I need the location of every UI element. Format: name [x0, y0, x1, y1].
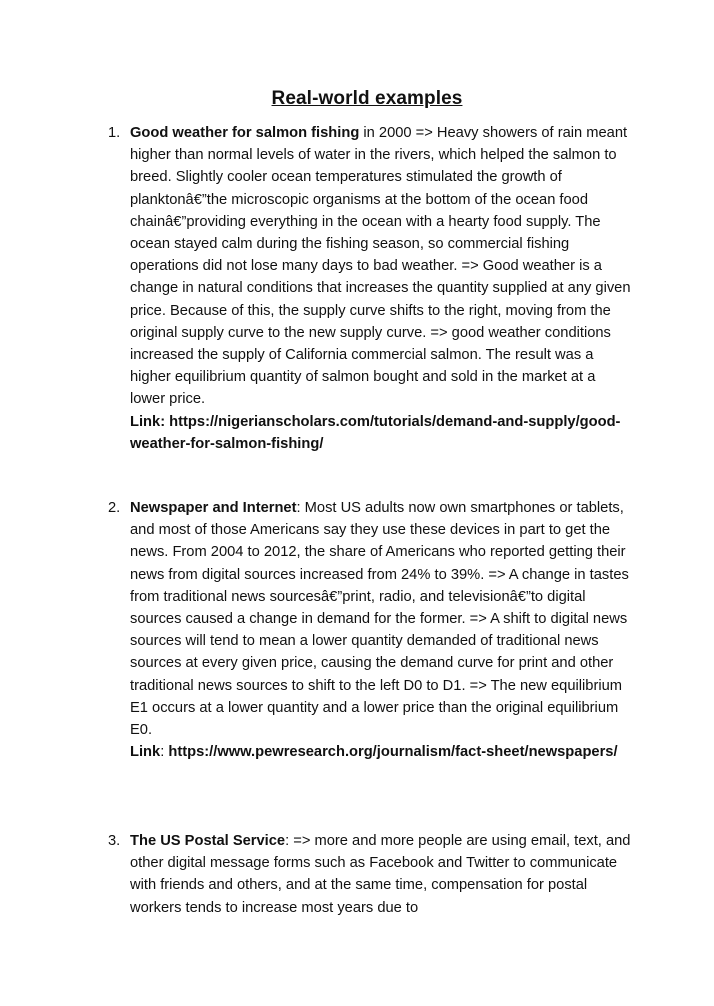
page-title: Real-world examples [271, 88, 463, 109]
link-label: Link [130, 744, 161, 761]
list-item-body [130, 122, 634, 455]
list-item-body [130, 497, 634, 763]
list-item [108, 497, 634, 763]
list-item-heading: The US Postal Service [130, 833, 286, 849]
link-url[interactable]: https://nigerianscholars.com/tutorials/demand-and-supply/good-weather-for-salmon-fishing/ [130, 413, 621, 452]
list-item-text: : => more and more people are using email, text, and other digital message forms such as Facebook and Twitter to communicate with friends and others, and at the same time, compensation for postal workers tends to increase most years due to [130, 833, 631, 916]
reference-link[interactable] [130, 411, 634, 455]
list-item-number: 1. [108, 125, 121, 141]
list-item [108, 830, 634, 919]
link-url[interactable]: https://www.pewresearch.org/journalism/fact-sheet/newspapers/ [168, 744, 618, 761]
list-item-heading: Good weather for salmon fishing [130, 125, 360, 141]
reference-link[interactable] [130, 741, 634, 763]
list-item-number: 2. [108, 500, 121, 516]
list-item-number: 3. [108, 833, 121, 849]
link-label: Link: [130, 413, 170, 430]
list-item-heading: Newspaper and Internet [130, 500, 297, 516]
list-item-text: in 2000 => Heavy showers of rain meant higher than normal levels of water in the rivers, which helped the salmon to breed. Slightly cooler ocean temperatures stimulated the growth of planktonâ€”the microscopic organisms at the bottom of the ocean food chainâ€”providing everything in the ocean with a hearty food supply. The ocean stayed calm during the fishing season, so commercial fishing operations did not lose many days to bad weather. => Good weather is a change in natural conditions that increases the quantity supplied at any given price. Because of this, the supply curve shifts to the right, moving from the original supply curve to the new supply curve. => good weather conditions increased the supply of California commercial salmon. The result was a higher equilibrium quantity of salmon bought and sold in the market at a lower price. [130, 125, 631, 408]
list-item [108, 122, 634, 455]
link-separator: : [160, 744, 169, 761]
list-item-body [130, 830, 634, 919]
list-item-text: : Most US adults now own smartphones or tablets, and most of those Americans say they use these devices in part to get the news. From 2004 to 2012, the share of Americans who reported getting their news from digital sources increased from 24% to 39%. => A change in tastes from traditional news sourcesâ€”print, radio, and televisionâ€”to digital sources caused a change in demand for the former. => A shift to digital news sources will tend to mean a lower quantity demanded of traditional news sources at every given price, causing the demand curve for print and other traditional news sources to shift to the left D0 to D1. => The new equilibrium E1 occurs at a lower quantity and a lower price than the original equilibrium E0. [130, 500, 629, 739]
